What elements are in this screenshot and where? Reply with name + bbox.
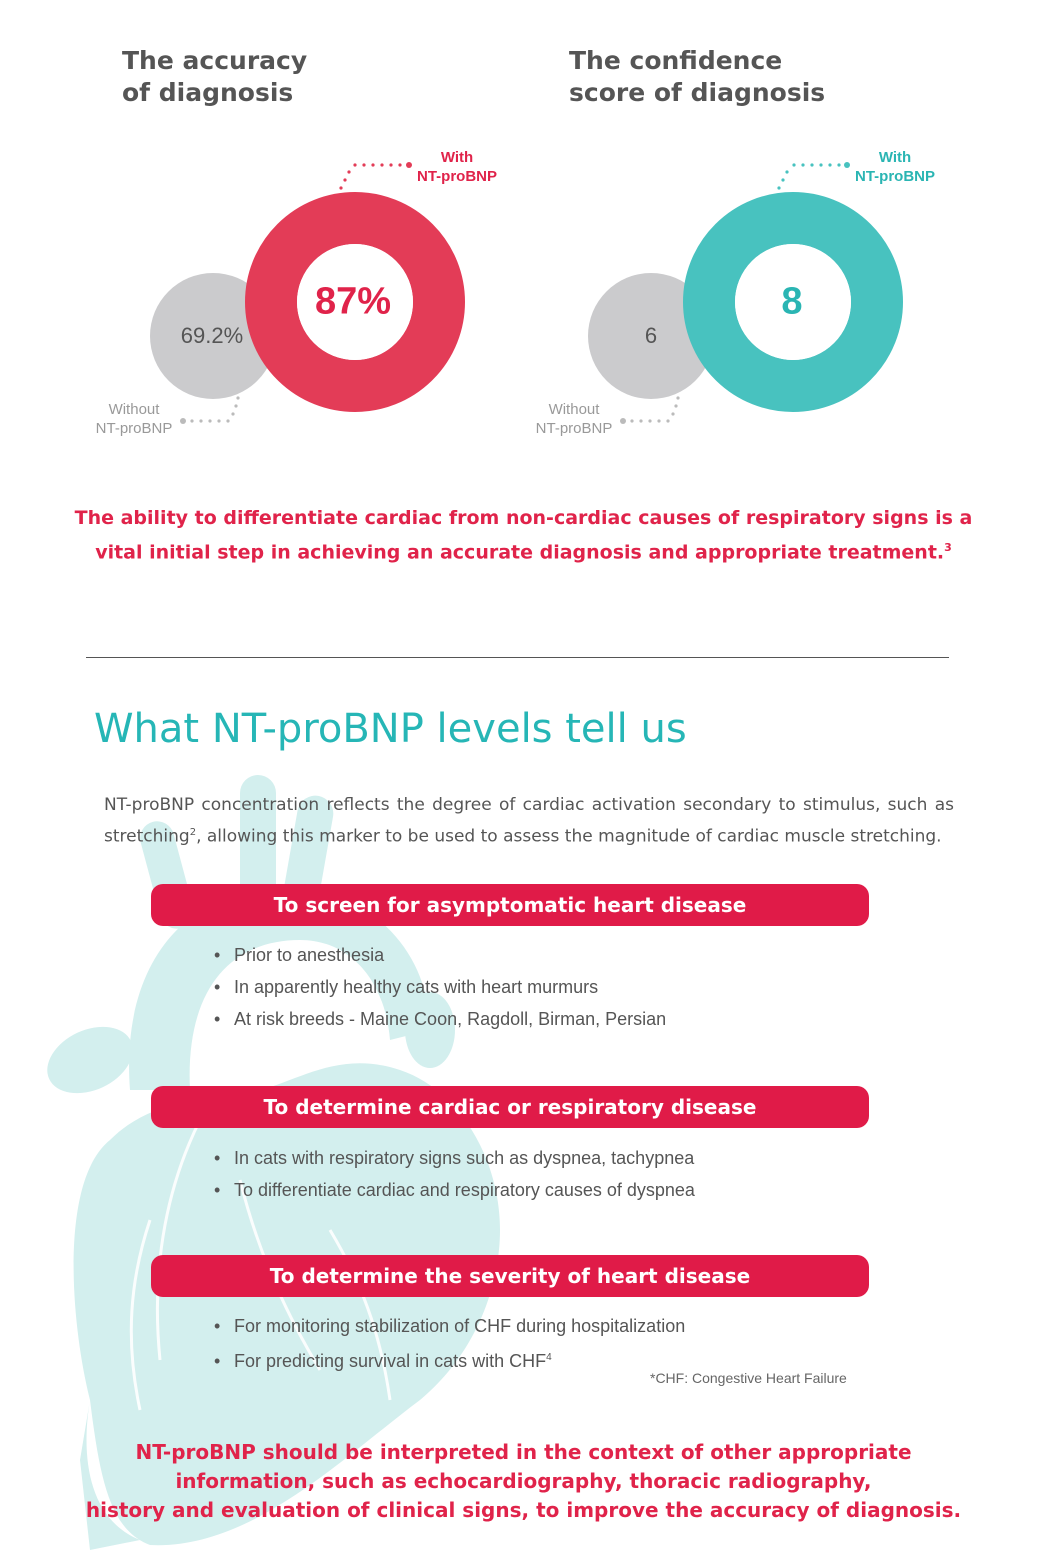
group-list-severity xyxy=(214,1310,685,1374)
bullet-icon: • xyxy=(214,945,221,965)
list-item-text: At risk breeds - Maine Coon, Ragdoll, Birman, Persian xyxy=(234,1009,667,1029)
highlight-line2-text: vital initial step in achieving an accurate diagnosis and appropriate treatment. xyxy=(95,541,945,564)
bullet-icon: • xyxy=(214,1148,221,1168)
closing-line1: NT-proBNP should be interpreted in the context of other appropriate xyxy=(135,1440,912,1464)
accuracy-donut-chart xyxy=(0,0,523,460)
group-heading-severity: To determine the severity of heart disease xyxy=(151,1255,869,1297)
group-list-cardiac-respiratory xyxy=(214,1142,695,1206)
label-line1: With xyxy=(878,149,912,166)
intro-text-part1: NT-proBNP concentration reflects the degree of cardiac activation secondary to stimulus, such as stretching xyxy=(104,795,954,847)
stat-title-line1: The accuracy xyxy=(122,46,308,75)
accuracy-without-value: 69.2% xyxy=(180,323,244,348)
bullet-icon: • xyxy=(214,1180,221,1200)
stat-title-line2: score of diagnosis xyxy=(569,78,826,107)
chf-footnote: *CHF: Congestive Heart Failure xyxy=(650,1370,847,1386)
bullet-icon: • xyxy=(214,1009,221,1029)
confidence-without-label xyxy=(528,400,620,438)
list-item xyxy=(214,1003,666,1035)
list-item xyxy=(214,1142,695,1174)
highlight-statement xyxy=(60,504,987,567)
stat-title-line1: The confidence xyxy=(569,46,783,75)
list-item-text: In cats with respiratory signs such as dyspnea, tachypnea xyxy=(234,1148,695,1168)
confidence-without-value: 6 xyxy=(644,323,658,348)
label-line2: NT-proBNP xyxy=(535,420,613,437)
group-heading-cardiac-respiratory: To determine cardiac or respiratory disease xyxy=(151,1086,869,1128)
list-item xyxy=(214,1174,695,1206)
accuracy-without-label xyxy=(88,400,180,438)
with-leader-dots xyxy=(777,162,850,190)
bullet-icon: • xyxy=(214,1351,221,1371)
closing-line2: information, such as echocardiography, thoracic radiography, xyxy=(175,1469,872,1493)
without-leader-dots xyxy=(180,396,240,424)
confidence-with-label xyxy=(850,148,940,186)
bullet-icon: • xyxy=(214,977,221,997)
reference-2: 2 xyxy=(189,827,197,838)
highlight-line2 xyxy=(60,533,987,567)
highlight-line1: The ability to differentiate cardiac from non-cardiac causes of respiratory signs is a xyxy=(74,507,973,529)
list-item-text: To differentiate cardiac and respiratory causes of dyspnea xyxy=(234,1180,695,1200)
closing-line3: history and evaluation of clinical signs, to improve the accuracy of diagnosis. xyxy=(85,1498,962,1522)
label-line1: Without xyxy=(108,401,160,418)
list-item xyxy=(214,971,666,1003)
accuracy-with-value: 87% xyxy=(314,280,392,323)
list-item-text: For predicting survival in cats with CHF xyxy=(234,1351,547,1371)
stat-title-line2: of diagnosis xyxy=(122,78,294,107)
intro-paragraph xyxy=(104,792,954,851)
label-line2: NT-proBNP xyxy=(95,420,173,437)
bullet-icon: • xyxy=(214,1316,221,1336)
label-line1: Without xyxy=(548,401,600,418)
label-line2: NT-proBNP xyxy=(855,168,935,185)
intro-text-part2: , allowing this marker to be used to assess the magnitude of cardiac muscle stretching. xyxy=(196,826,942,847)
group-heading-screen: To screen for asymptomatic heart disease xyxy=(151,884,869,926)
group-list-screen xyxy=(214,939,666,1035)
list-item xyxy=(214,1310,685,1342)
list-item xyxy=(214,1342,685,1374)
with-leader-dots xyxy=(339,162,412,190)
list-item xyxy=(214,939,666,971)
list-item-text: In apparently healthy cats with heart murmurs xyxy=(234,977,599,997)
reference-3: 3 xyxy=(944,541,952,554)
without-leader-dots xyxy=(620,396,680,424)
section-divider xyxy=(86,657,949,658)
closing-statement xyxy=(60,1438,987,1525)
reference-4: 4 xyxy=(546,1352,552,1363)
confidence-donut-chart xyxy=(524,0,1047,460)
label-line2: NT-proBNP xyxy=(417,168,497,185)
label-line1: With xyxy=(440,149,474,166)
list-item-text: Prior to anesthesia xyxy=(234,945,385,965)
list-item-text: For monitoring stabilization of CHF during hospitalization xyxy=(234,1316,686,1336)
section-title: What NT-proBNP levels tell us xyxy=(94,706,687,752)
confidence-with-value: 8 xyxy=(781,280,803,323)
accuracy-with-label xyxy=(412,148,502,186)
